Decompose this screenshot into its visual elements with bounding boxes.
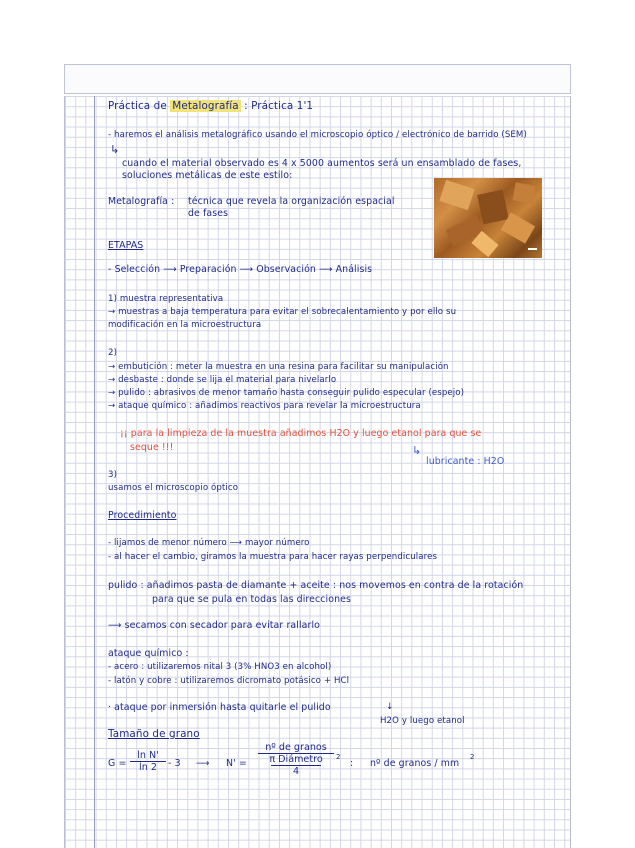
procedimiento-item: - lijamos de menor número ⟶ mayor número xyxy=(108,538,310,548)
pulido-line-1: pulido : añadimos pasta de diamante + aceite : nos movemos en contra de la rotación xyxy=(108,580,524,591)
intro-line-1: - haremos el análisis metalográfico usando el microscopio óptico / electrónico de barrido (SEM) xyxy=(108,130,527,140)
warning-line-2: seque !!! xyxy=(130,442,174,453)
intro-line-3: soluciones metálicas de este estilo: xyxy=(122,170,293,181)
colon: : xyxy=(350,758,354,769)
step1-line-1: → muestras a baja temperatura para evitar el sobrecalentamiento y por ello su xyxy=(108,307,457,317)
grano-heading: Tamaño de grano xyxy=(108,728,200,740)
step2-item: → pulido : abrasivos de menor tamaño hasta conseguir pulido especular (espejo) xyxy=(108,388,465,398)
lubricant-note: lubricante : H2O xyxy=(426,456,505,467)
hook-arrow-icon: ↳ xyxy=(110,143,120,156)
etapas-flow: - Selección ⟶ Preparación ⟶ Observación ⟶ Análisis xyxy=(108,264,373,275)
down-arrow-icon: ↓ xyxy=(386,702,394,712)
step2-item: → desbaste : donde se lija el material para nivelarlo xyxy=(108,375,337,385)
step2-item: → ataque químico : añadimos reactivos para revelar la microestructura xyxy=(108,401,421,411)
definition-term: Metalografía : xyxy=(108,196,175,207)
n-numerator: nº de granos xyxy=(265,742,327,753)
ataque-item: - latón y cobre : utilizaremos dicromato potásico + HCl xyxy=(108,676,350,686)
procedimiento-heading: Procedimiento xyxy=(108,510,177,521)
secado-line: ⟶ secamos con secador para evitar rallarlo xyxy=(108,620,320,631)
result-text: nº de granos / mm xyxy=(370,758,460,769)
pulido-line-2: para que se pula en todas las direcciones xyxy=(152,594,351,605)
title-prefix: Práctica de xyxy=(108,100,171,112)
step3-line: usamos el microscopio óptico xyxy=(108,483,239,493)
ataque-heading: ataque químico : xyxy=(108,648,189,659)
n-label: N' = xyxy=(226,758,247,769)
warning-line-1: ¡¡ para la limpieza de la muestra añadimos H2O y luego etanol para que se xyxy=(120,428,482,439)
n-den-bottom: 4 xyxy=(271,765,321,777)
procedimiento-item: - al hacer el cambio, giramos la muestra para hacer rayas perpendiculares xyxy=(108,552,438,562)
g-label: G = xyxy=(108,758,127,769)
title-subject: Metalografía xyxy=(172,100,239,112)
ataque-item: - acero : utilizaremos nital 3 (3% HNO3 en alcohol) xyxy=(108,662,332,672)
g-fraction xyxy=(130,750,166,773)
n-fraction xyxy=(258,742,334,777)
step2-title: 2) xyxy=(108,348,118,358)
n-denominator xyxy=(258,753,334,765)
intro-line-2: cuando el material observado es 4 x 5000 aumentos será un ensamblado de fases, xyxy=(122,158,522,169)
step1-title: 1) muestra representativa xyxy=(108,294,224,304)
n-den-top: π Diámetro xyxy=(269,754,323,765)
arrow-icon: ⟶ xyxy=(196,758,210,769)
header-box xyxy=(64,64,571,94)
step2-item: → embutición : meter la muestra en una resina para facilitar su manipulación xyxy=(108,362,449,372)
g-minus: - 3 xyxy=(168,758,181,769)
g-numerator: ln N' xyxy=(137,750,159,761)
inmersion-line: · ataque por inmersión hasta quitarle el pulido xyxy=(108,702,331,713)
micrograph-image xyxy=(434,178,542,258)
result-squared: 2 xyxy=(470,753,475,761)
inmersion-after: H2O y luego etanol xyxy=(380,716,465,726)
margin-line xyxy=(94,96,95,848)
definition-text-1: técnica que revela la organización espacial xyxy=(188,196,395,207)
step3-title: 3) xyxy=(108,470,118,480)
n-squared: 2 xyxy=(336,753,341,761)
page-title xyxy=(108,100,313,112)
etapas-heading: ETAPAS xyxy=(108,240,144,251)
title-suffix: : Práctica 1'1 xyxy=(240,100,314,112)
definition-text-2: de fases xyxy=(188,208,229,219)
hook-arrow-icon: ↳ xyxy=(412,444,422,457)
step1-line-2: modificación en la microestructura xyxy=(108,320,262,330)
g-denominator: ln 2 xyxy=(130,761,166,773)
